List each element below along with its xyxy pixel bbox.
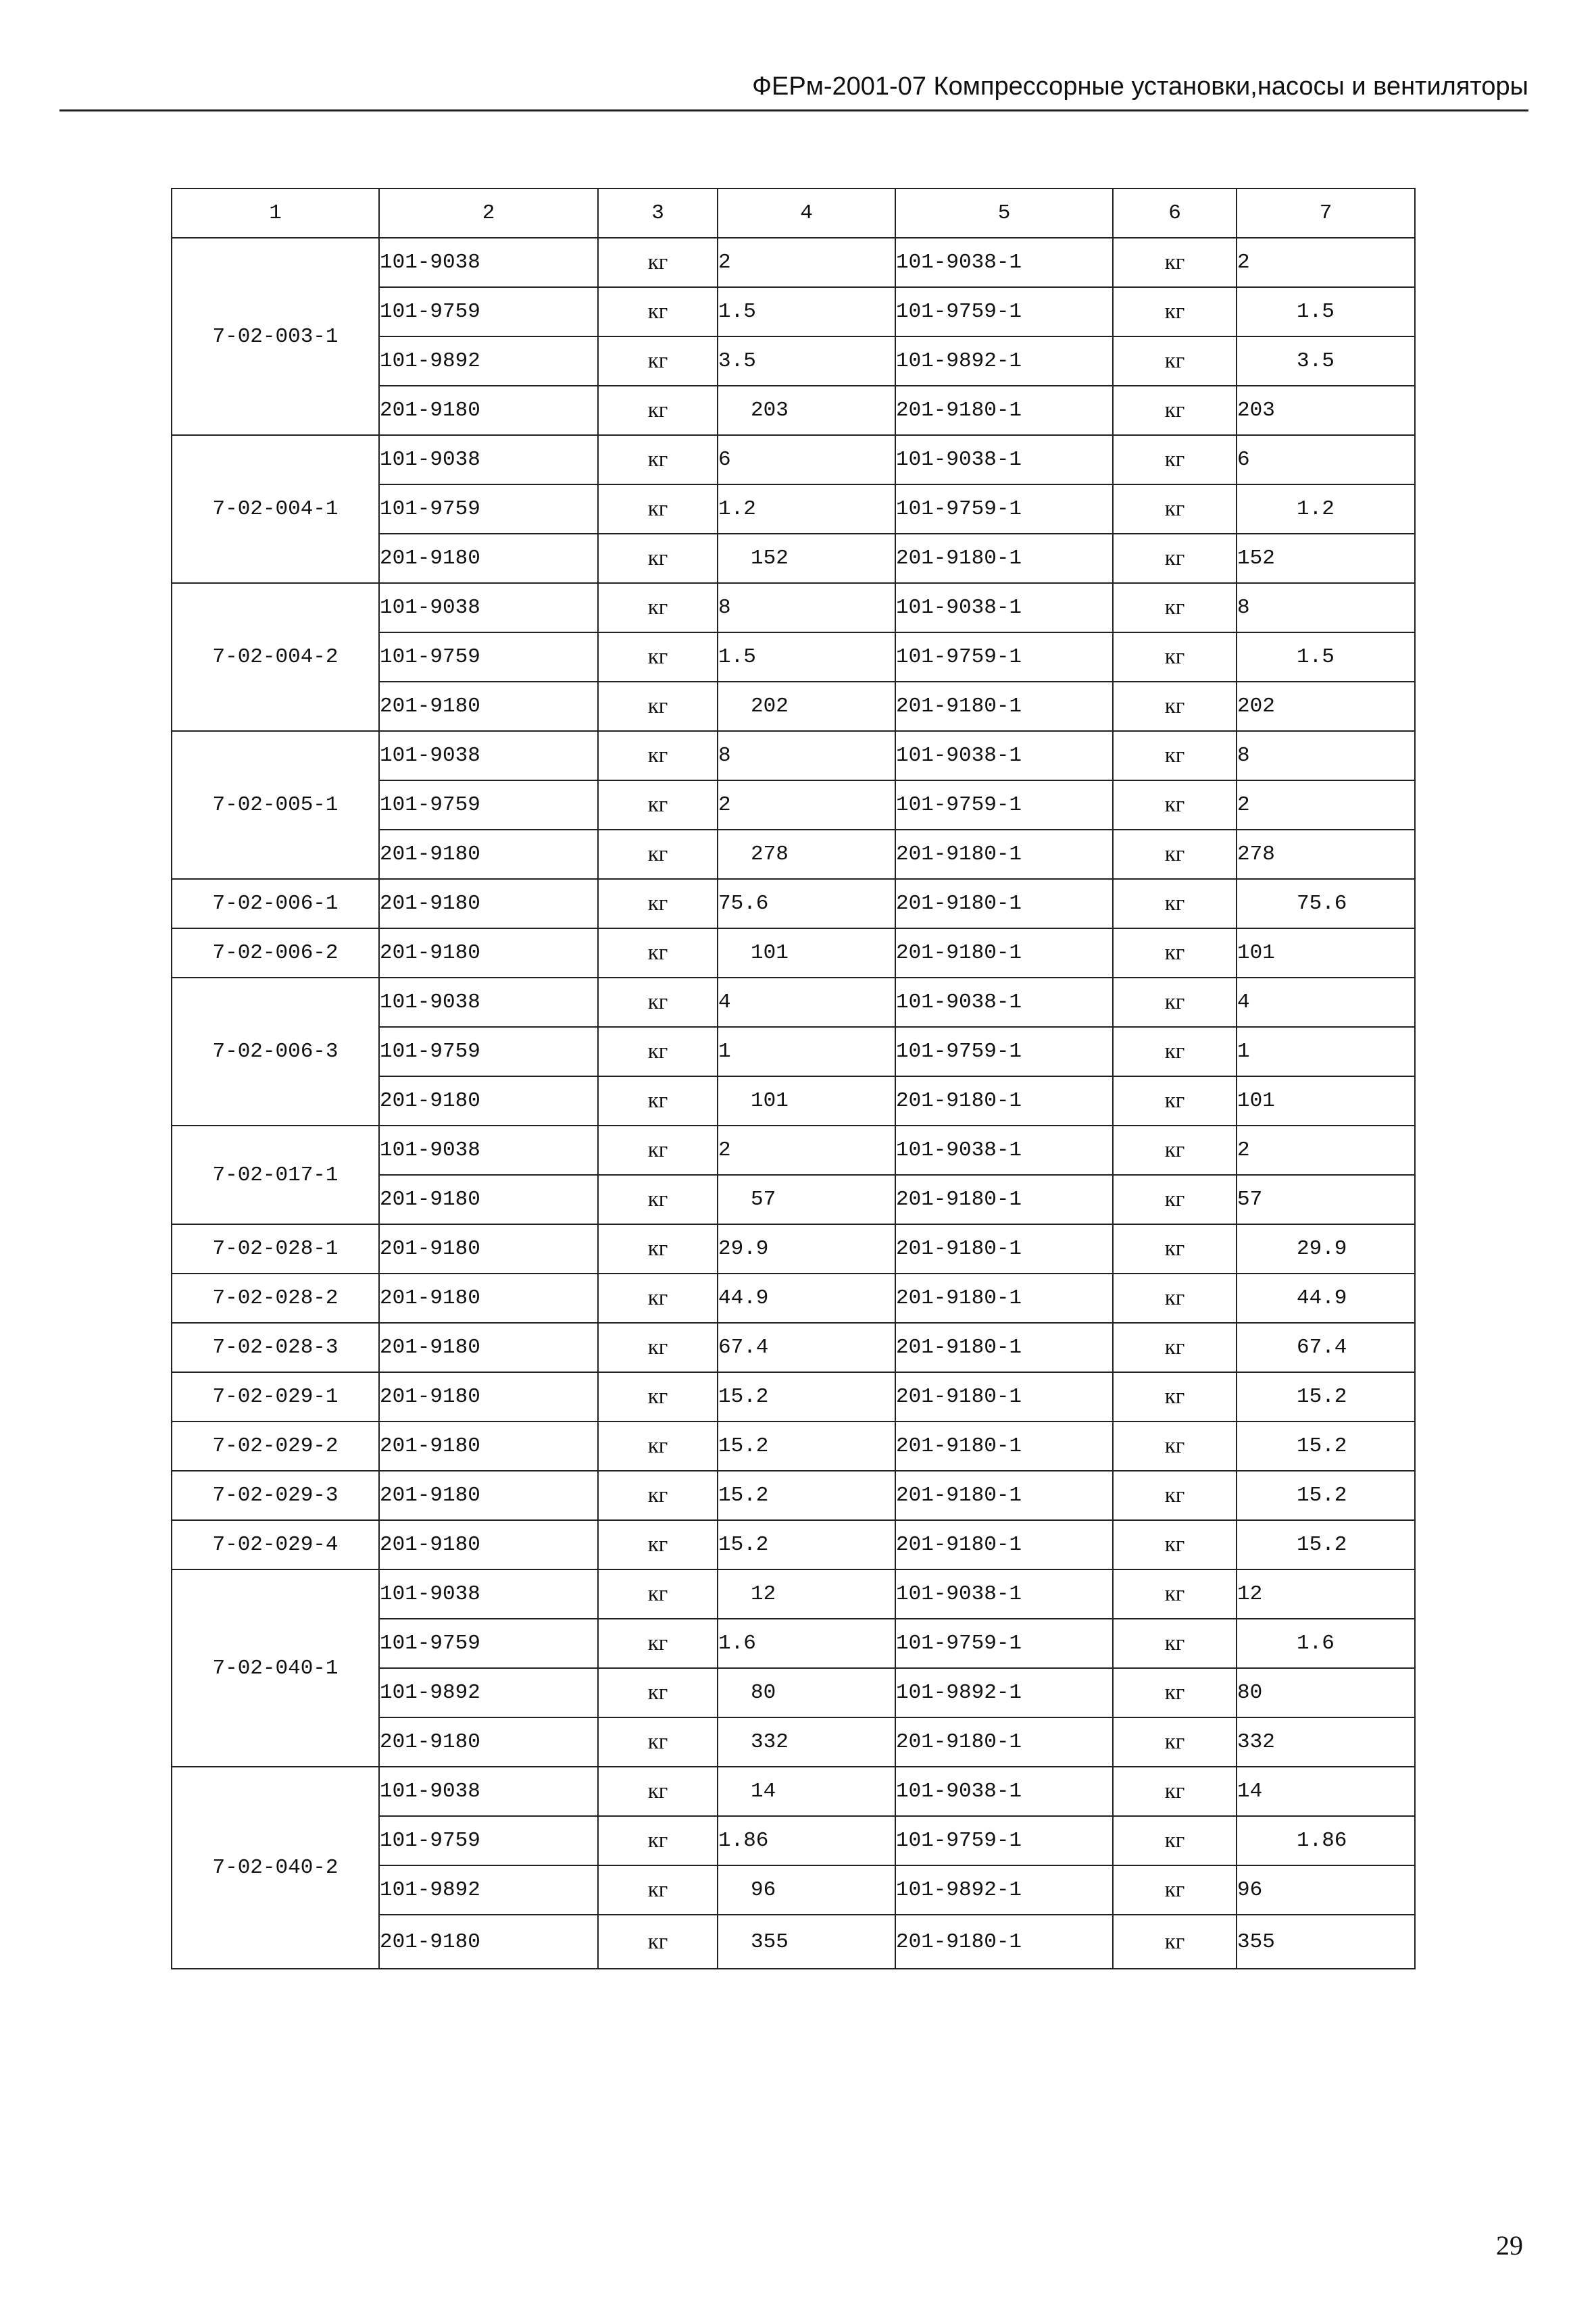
quantity-cell: 1.5 [718,287,895,336]
quantity-cell: 203 [718,386,895,435]
new-resource-code-cell: 201-9180-1 [895,1520,1113,1569]
new-unit-cell: кг [1113,1717,1237,1767]
resource-code-cell: 101-9038 [379,1767,598,1816]
unit-cell: кг [598,879,718,928]
table-body [172,238,1415,1969]
new-unit-cell: кг [1113,1520,1237,1569]
new-unit-cell: кг [1113,1076,1237,1126]
unit-cell: кг [598,336,718,386]
resource-code-cell: 101-9759 [379,484,598,534]
new-unit-cell: кг [1113,1619,1237,1668]
resource-code-cell: 101-9038 [379,435,598,484]
new-quantity-cell: 8 [1237,731,1415,780]
resource-code-cell: 201-9180 [379,1274,598,1323]
resource-code-cell: 201-9180 [379,1471,598,1520]
norm-code-cell: 7-02-004-1 [172,435,379,583]
resource-code-cell: 201-9180 [379,1372,598,1422]
quantity-cell: 15.2 [718,1372,895,1422]
table-row [172,978,1415,1027]
new-resource-code-cell: 201-9180-1 [895,1323,1113,1372]
new-quantity-cell: 96 [1237,1865,1415,1915]
norm-code-cell: 7-02-006-3 [172,978,379,1126]
new-resource-code-cell: 101-9759-1 [895,632,1113,682]
norm-code-cell: 7-02-017-1 [172,1126,379,1224]
new-resource-code-cell: 101-9038-1 [895,238,1113,287]
new-resource-code-cell: 101-9759-1 [895,287,1113,336]
new-quantity-cell: 1.86 [1237,1816,1415,1865]
quantity-cell: 1.86 [718,1816,895,1865]
quantity-cell: 57 [718,1175,895,1224]
unit-cell: кг [598,1619,718,1668]
unit-cell: кг [598,484,718,534]
resource-code-cell: 101-9892 [379,336,598,386]
table-row [172,1422,1415,1471]
norm-code-cell: 7-02-028-1 [172,1224,379,1274]
new-resource-code-cell: 101-9759-1 [895,484,1113,534]
new-unit-cell: кг [1113,1175,1237,1224]
unit-cell: кг [598,1422,718,1471]
unit-cell: кг [598,830,718,879]
new-quantity-cell: 1.2 [1237,484,1415,534]
resource-code-cell: 201-9180 [379,830,598,879]
new-quantity-cell: 4 [1237,978,1415,1027]
table-row [172,1274,1415,1323]
new-quantity-cell: 80 [1237,1668,1415,1717]
norm-code-cell: 7-02-029-3 [172,1471,379,1520]
table-row [172,583,1415,632]
new-resource-code-cell: 201-9180-1 [895,1274,1113,1323]
new-quantity-cell: 332 [1237,1717,1415,1767]
new-quantity-cell: 2 [1237,780,1415,830]
quantity-cell: 2 [718,1126,895,1175]
new-unit-cell: кг [1113,1915,1237,1969]
unit-cell: кг [598,731,718,780]
unit-cell: кг [598,1274,718,1323]
table-row [172,1323,1415,1372]
new-unit-cell: кг [1113,632,1237,682]
resource-code-cell: 201-9180 [379,1175,598,1224]
new-resource-code-cell: 201-9180-1 [895,682,1113,731]
new-quantity-cell: 12 [1237,1569,1415,1619]
new-unit-cell: кг [1113,1274,1237,1323]
new-resource-code-cell: 101-9759-1 [895,780,1113,830]
new-quantity-cell: 3.5 [1237,336,1415,386]
new-quantity-cell: 6 [1237,435,1415,484]
new-resource-code-cell: 201-9180-1 [895,386,1113,435]
new-quantity-cell: 14 [1237,1767,1415,1816]
new-resource-code-cell: 101-9759-1 [895,1027,1113,1076]
new-resource-code-cell: 201-9180-1 [895,1224,1113,1274]
new-unit-cell: кг [1113,731,1237,780]
new-resource-code-cell: 201-9180-1 [895,879,1113,928]
unit-cell: кг [598,1076,718,1126]
resource-code-cell: 201-9180 [379,1323,598,1372]
quantity-cell: 332 [718,1717,895,1767]
quantity-cell: 15.2 [718,1471,895,1520]
resource-code-cell: 101-9759 [379,780,598,830]
norm-code-cell: 7-02-029-2 [172,1422,379,1471]
resource-code-cell: 201-9180 [379,1520,598,1569]
resource-code-cell: 201-9180 [379,1076,598,1126]
column-number-row [172,188,1415,238]
new-unit-cell: кг [1113,534,1237,583]
new-unit-cell: кг [1113,1027,1237,1076]
quantity-cell: 15.2 [718,1422,895,1471]
unit-cell: кг [598,1224,718,1274]
norm-code-cell: 7-02-028-2 [172,1274,379,1323]
page-header [59,68,1528,111]
unit-cell: кг [598,1175,718,1224]
new-unit-cell: кг [1113,1816,1237,1865]
table-row [172,1224,1415,1274]
resource-code-cell: 101-9759 [379,1027,598,1076]
new-resource-code-cell: 201-9180-1 [895,830,1113,879]
new-resource-code-cell: 101-9038-1 [895,1767,1113,1816]
new-unit-cell: кг [1113,1865,1237,1915]
quantity-cell: 80 [718,1668,895,1717]
new-unit-cell: кг [1113,1668,1237,1717]
quantity-cell: 4 [718,978,895,1027]
unit-cell: кг [598,1027,718,1076]
new-quantity-cell: 152 [1237,534,1415,583]
quantity-cell: 2 [718,238,895,287]
new-resource-code-cell: 201-9180-1 [895,1372,1113,1422]
resource-code-cell: 101-9038 [379,238,598,287]
new-quantity-cell: 1 [1237,1027,1415,1076]
new-quantity-cell: 15.2 [1237,1471,1415,1520]
table-row [172,238,1415,287]
resource-code-cell: 101-9038 [379,1126,598,1175]
quantity-cell: 29.9 [718,1224,895,1274]
table-row [172,1520,1415,1569]
resource-code-cell: 201-9180 [379,879,598,928]
resource-code-cell: 101-9759 [379,287,598,336]
table-row [172,1767,1415,1816]
new-quantity-cell: 15.2 [1237,1372,1415,1422]
unit-cell: кг [598,780,718,830]
new-resource-code-cell: 101-9038-1 [895,1126,1113,1175]
resource-code-cell: 101-9892 [379,1865,598,1915]
quantity-cell: 152 [718,534,895,583]
new-resource-code-cell: 101-9038-1 [895,435,1113,484]
new-unit-cell: кг [1113,1126,1237,1175]
page-number: 29 [1496,2230,1523,2261]
new-quantity-cell: 2 [1237,238,1415,287]
unit-cell: кг [598,1372,718,1422]
unit-cell: кг [598,238,718,287]
quantity-cell: 1.2 [718,484,895,534]
norm-code-cell: 7-02-040-2 [172,1767,379,1969]
table-row [172,1471,1415,1520]
unit-cell: кг [598,978,718,1027]
quantity-cell: 202 [718,682,895,731]
unit-cell: кг [598,1816,718,1865]
quantity-cell: 8 [718,731,895,780]
unit-cell: кг [598,386,718,435]
new-unit-cell: кг [1113,287,1237,336]
new-resource-code-cell: 201-9180-1 [895,1717,1113,1767]
new-unit-cell: кг [1113,978,1237,1027]
new-resource-code-cell: 201-9180-1 [895,1471,1113,1520]
new-quantity-cell: 15.2 [1237,1422,1415,1471]
quantity-cell: 96 [718,1865,895,1915]
table-row [172,1569,1415,1619]
new-unit-cell: кг [1113,928,1237,978]
column-header: 3 [598,188,718,238]
norm-code-cell: 7-02-029-1 [172,1372,379,1422]
resource-code-cell: 101-9038 [379,731,598,780]
new-unit-cell: кг [1113,336,1237,386]
resource-code-cell: 201-9180 [379,1422,598,1471]
quantity-cell: 278 [718,830,895,879]
resource-code-cell: 101-9759 [379,1619,598,1668]
new-resource-code-cell: 201-9180-1 [895,1915,1113,1969]
new-quantity-cell: 44.9 [1237,1274,1415,1323]
new-unit-cell: кг [1113,1471,1237,1520]
document-title: ФЕРм-2001-07 Компрессорные установки,насосы и вентиляторы [752,72,1528,101]
unit-cell: кг [598,1520,718,1569]
unit-cell: кг [598,1471,718,1520]
new-resource-code-cell: 101-9038-1 [895,978,1113,1027]
new-unit-cell: кг [1113,879,1237,928]
unit-cell: кг [598,1915,718,1969]
new-quantity-cell: 202 [1237,682,1415,731]
new-quantity-cell: 203 [1237,386,1415,435]
quantity-cell: 8 [718,583,895,632]
new-resource-code-cell: 201-9180-1 [895,928,1113,978]
new-unit-cell: кг [1113,484,1237,534]
new-quantity-cell: 67.4 [1237,1323,1415,1372]
quantity-cell: 14 [718,1767,895,1816]
new-unit-cell: кг [1113,780,1237,830]
unit-cell: кг [598,435,718,484]
unit-cell: кг [598,928,718,978]
quantity-cell: 1.6 [718,1619,895,1668]
new-resource-code-cell: 101-9038-1 [895,1569,1113,1619]
new-unit-cell: кг [1113,1767,1237,1816]
unit-cell: кг [598,583,718,632]
new-quantity-cell: 355 [1237,1915,1415,1969]
quantity-cell: 2 [718,780,895,830]
norm-code-cell: 7-02-006-1 [172,879,379,928]
new-unit-cell: кг [1113,1569,1237,1619]
unit-cell: кг [598,1126,718,1175]
quantity-cell: 1.5 [718,632,895,682]
new-resource-code-cell: 101-9892-1 [895,336,1113,386]
quantity-cell: 6 [718,435,895,484]
table-row [172,1372,1415,1422]
new-quantity-cell: 8 [1237,583,1415,632]
new-resource-code-cell: 101-9759-1 [895,1619,1113,1668]
new-resource-code-cell: 101-9892-1 [895,1668,1113,1717]
resource-code-cell: 201-9180 [379,682,598,731]
resource-code-cell: 201-9180 [379,1717,598,1767]
quantity-cell: 67.4 [718,1323,895,1372]
quantity-cell: 12 [718,1569,895,1619]
new-resource-code-cell: 101-9038-1 [895,731,1113,780]
column-header: 5 [895,188,1113,238]
column-header: 7 [1237,188,1415,238]
unit-cell: кг [598,287,718,336]
new-unit-cell: кг [1113,1224,1237,1274]
new-quantity-cell: 1.5 [1237,287,1415,336]
new-quantity-cell: 101 [1237,1076,1415,1126]
new-resource-code-cell: 201-9180-1 [895,1076,1113,1126]
new-quantity-cell: 101 [1237,928,1415,978]
resource-code-cell: 201-9180 [379,1915,598,1969]
resource-code-cell: 101-9759 [379,632,598,682]
new-quantity-cell: 75.6 [1237,879,1415,928]
norm-code-cell: 7-02-029-4 [172,1520,379,1569]
column-header: 4 [718,188,895,238]
resource-code-cell: 201-9180 [379,534,598,583]
quantity-cell: 1 [718,1027,895,1076]
resource-code-cell: 201-9180 [379,928,598,978]
resource-code-cell: 101-9892 [379,1668,598,1717]
new-resource-code-cell: 201-9180-1 [895,534,1113,583]
table-row [172,731,1415,780]
norm-code-cell: 7-02-005-1 [172,731,379,879]
new-quantity-cell: 278 [1237,830,1415,879]
norm-code-cell: 7-02-040-1 [172,1569,379,1767]
new-quantity-cell: 1.5 [1237,632,1415,682]
new-resource-code-cell: 201-9180-1 [895,1422,1113,1471]
norm-code-cell: 7-02-006-2 [172,928,379,978]
new-unit-cell: кг [1113,830,1237,879]
unit-cell: кг [598,1569,718,1619]
resource-code-cell: 101-9038 [379,978,598,1027]
norm-code-cell: 7-02-004-2 [172,583,379,731]
table-row [172,928,1415,978]
new-unit-cell: кг [1113,1323,1237,1372]
quantity-cell: 44.9 [718,1274,895,1323]
unit-cell: кг [598,632,718,682]
quantity-cell: 3.5 [718,336,895,386]
quantity-cell: 15.2 [718,1520,895,1569]
new-quantity-cell: 2 [1237,1126,1415,1175]
new-quantity-cell: 1.6 [1237,1619,1415,1668]
new-unit-cell: кг [1113,238,1237,287]
new-unit-cell: кг [1113,682,1237,731]
quantity-cell: 355 [718,1915,895,1969]
unit-cell: кг [598,1323,718,1372]
unit-cell: кг [598,1767,718,1816]
new-quantity-cell: 57 [1237,1175,1415,1224]
column-header: 1 [172,188,379,238]
resource-code-cell: 101-9038 [379,1569,598,1619]
unit-cell: кг [598,682,718,731]
unit-cell: кг [598,534,718,583]
column-header: 2 [379,188,598,238]
new-unit-cell: кг [1113,435,1237,484]
table-row [172,879,1415,928]
new-quantity-cell: 29.9 [1237,1224,1415,1274]
quantity-cell: 75.6 [718,879,895,928]
resource-code-cell: 101-9759 [379,1816,598,1865]
unit-cell: кг [598,1865,718,1915]
table-row [172,1126,1415,1175]
new-quantity-cell: 15.2 [1237,1520,1415,1569]
new-resource-code-cell: 101-9038-1 [895,583,1113,632]
new-resource-code-cell: 101-9759-1 [895,1816,1113,1865]
table-row [172,435,1415,484]
norm-code-cell: 7-02-028-3 [172,1323,379,1372]
unit-cell: кг [598,1668,718,1717]
unit-cell: кг [598,1717,718,1767]
resource-code-cell: 101-9038 [379,583,598,632]
new-unit-cell: кг [1113,1372,1237,1422]
resource-table [171,188,1416,1969]
quantity-cell: 101 [718,928,895,978]
resource-code-cell: 201-9180 [379,386,598,435]
new-unit-cell: кг [1113,386,1237,435]
new-unit-cell: кг [1113,1422,1237,1471]
norm-code-cell: 7-02-003-1 [172,238,379,435]
new-unit-cell: кг [1113,583,1237,632]
quantity-cell: 101 [718,1076,895,1126]
new-resource-code-cell: 201-9180-1 [895,1175,1113,1224]
resource-code-cell: 201-9180 [379,1224,598,1274]
new-resource-code-cell: 101-9892-1 [895,1865,1113,1915]
column-header: 6 [1113,188,1237,238]
